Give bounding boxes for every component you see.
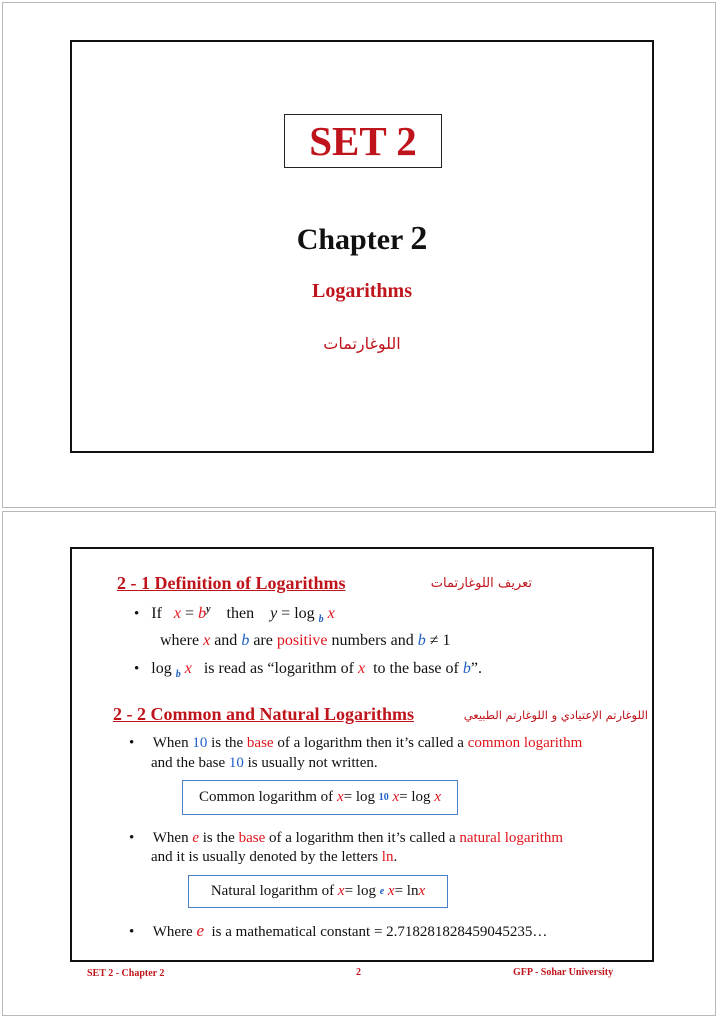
bullet-e-constant: • Where e is a mathematical constant = 2.718281828459045235… [129,921,548,940]
section-heading-common-natural: 2 - 2 Common and Natural Logarithms [113,704,415,724]
chapter-subtitle: Logarithms [312,280,412,302]
content-slide [70,547,654,962]
set-label-box [284,114,442,168]
section-arabic-common-natural: اللوغارتم الإعتيادي و اللوغارتم الطبيعي [463,708,648,722]
page-top [2,2,716,508]
definition-where-line: where x and b are positive numbers and b ≠ 1 [160,632,451,649]
set-label: SET 2 [309,117,417,164]
section-heading-definition: 2 - 1 Definition of Logarithms [117,573,346,593]
footer-right: GFP - Sohar University [513,967,614,978]
chapter-word: Chapter [296,223,403,256]
footer-page-number: 2 [356,967,361,978]
bullet-read-as: • log $_b$ x is read as “logarithm of x to the base of b”. [134,660,482,680]
bullet-natural-log: • When e is the base of a logarithm then it’s called a natural logarithm [129,830,564,846]
chapter-title [72,222,652,256]
natural-log-formula-box: Natural logarithm of x = log e x = ln x [188,875,448,908]
page-bottom [2,511,716,1016]
footer-left: SET 2 - Chapter 2 [87,968,165,979]
bullet-definition: • If $x = b^y$ then y = log $_b$ x [134,604,335,625]
natural-log-line2: and it is usually denoted by the letters ln. [151,849,398,865]
common-log-formula-box: Common logarithm of x = log 10 x = log x [182,780,458,815]
arabic-subtitle: اللوغارتمات [323,334,401,353]
chapter-number: 2 [410,220,428,257]
bullet-common-log: • When 10 is the base of a logarithm then it’s called a common logarithm [129,735,583,751]
title-slide [70,40,654,453]
common-log-line2: and the base 10 is usually not written. [151,755,378,771]
section-arabic-definition: تعريف اللوغارتمات [430,576,532,591]
